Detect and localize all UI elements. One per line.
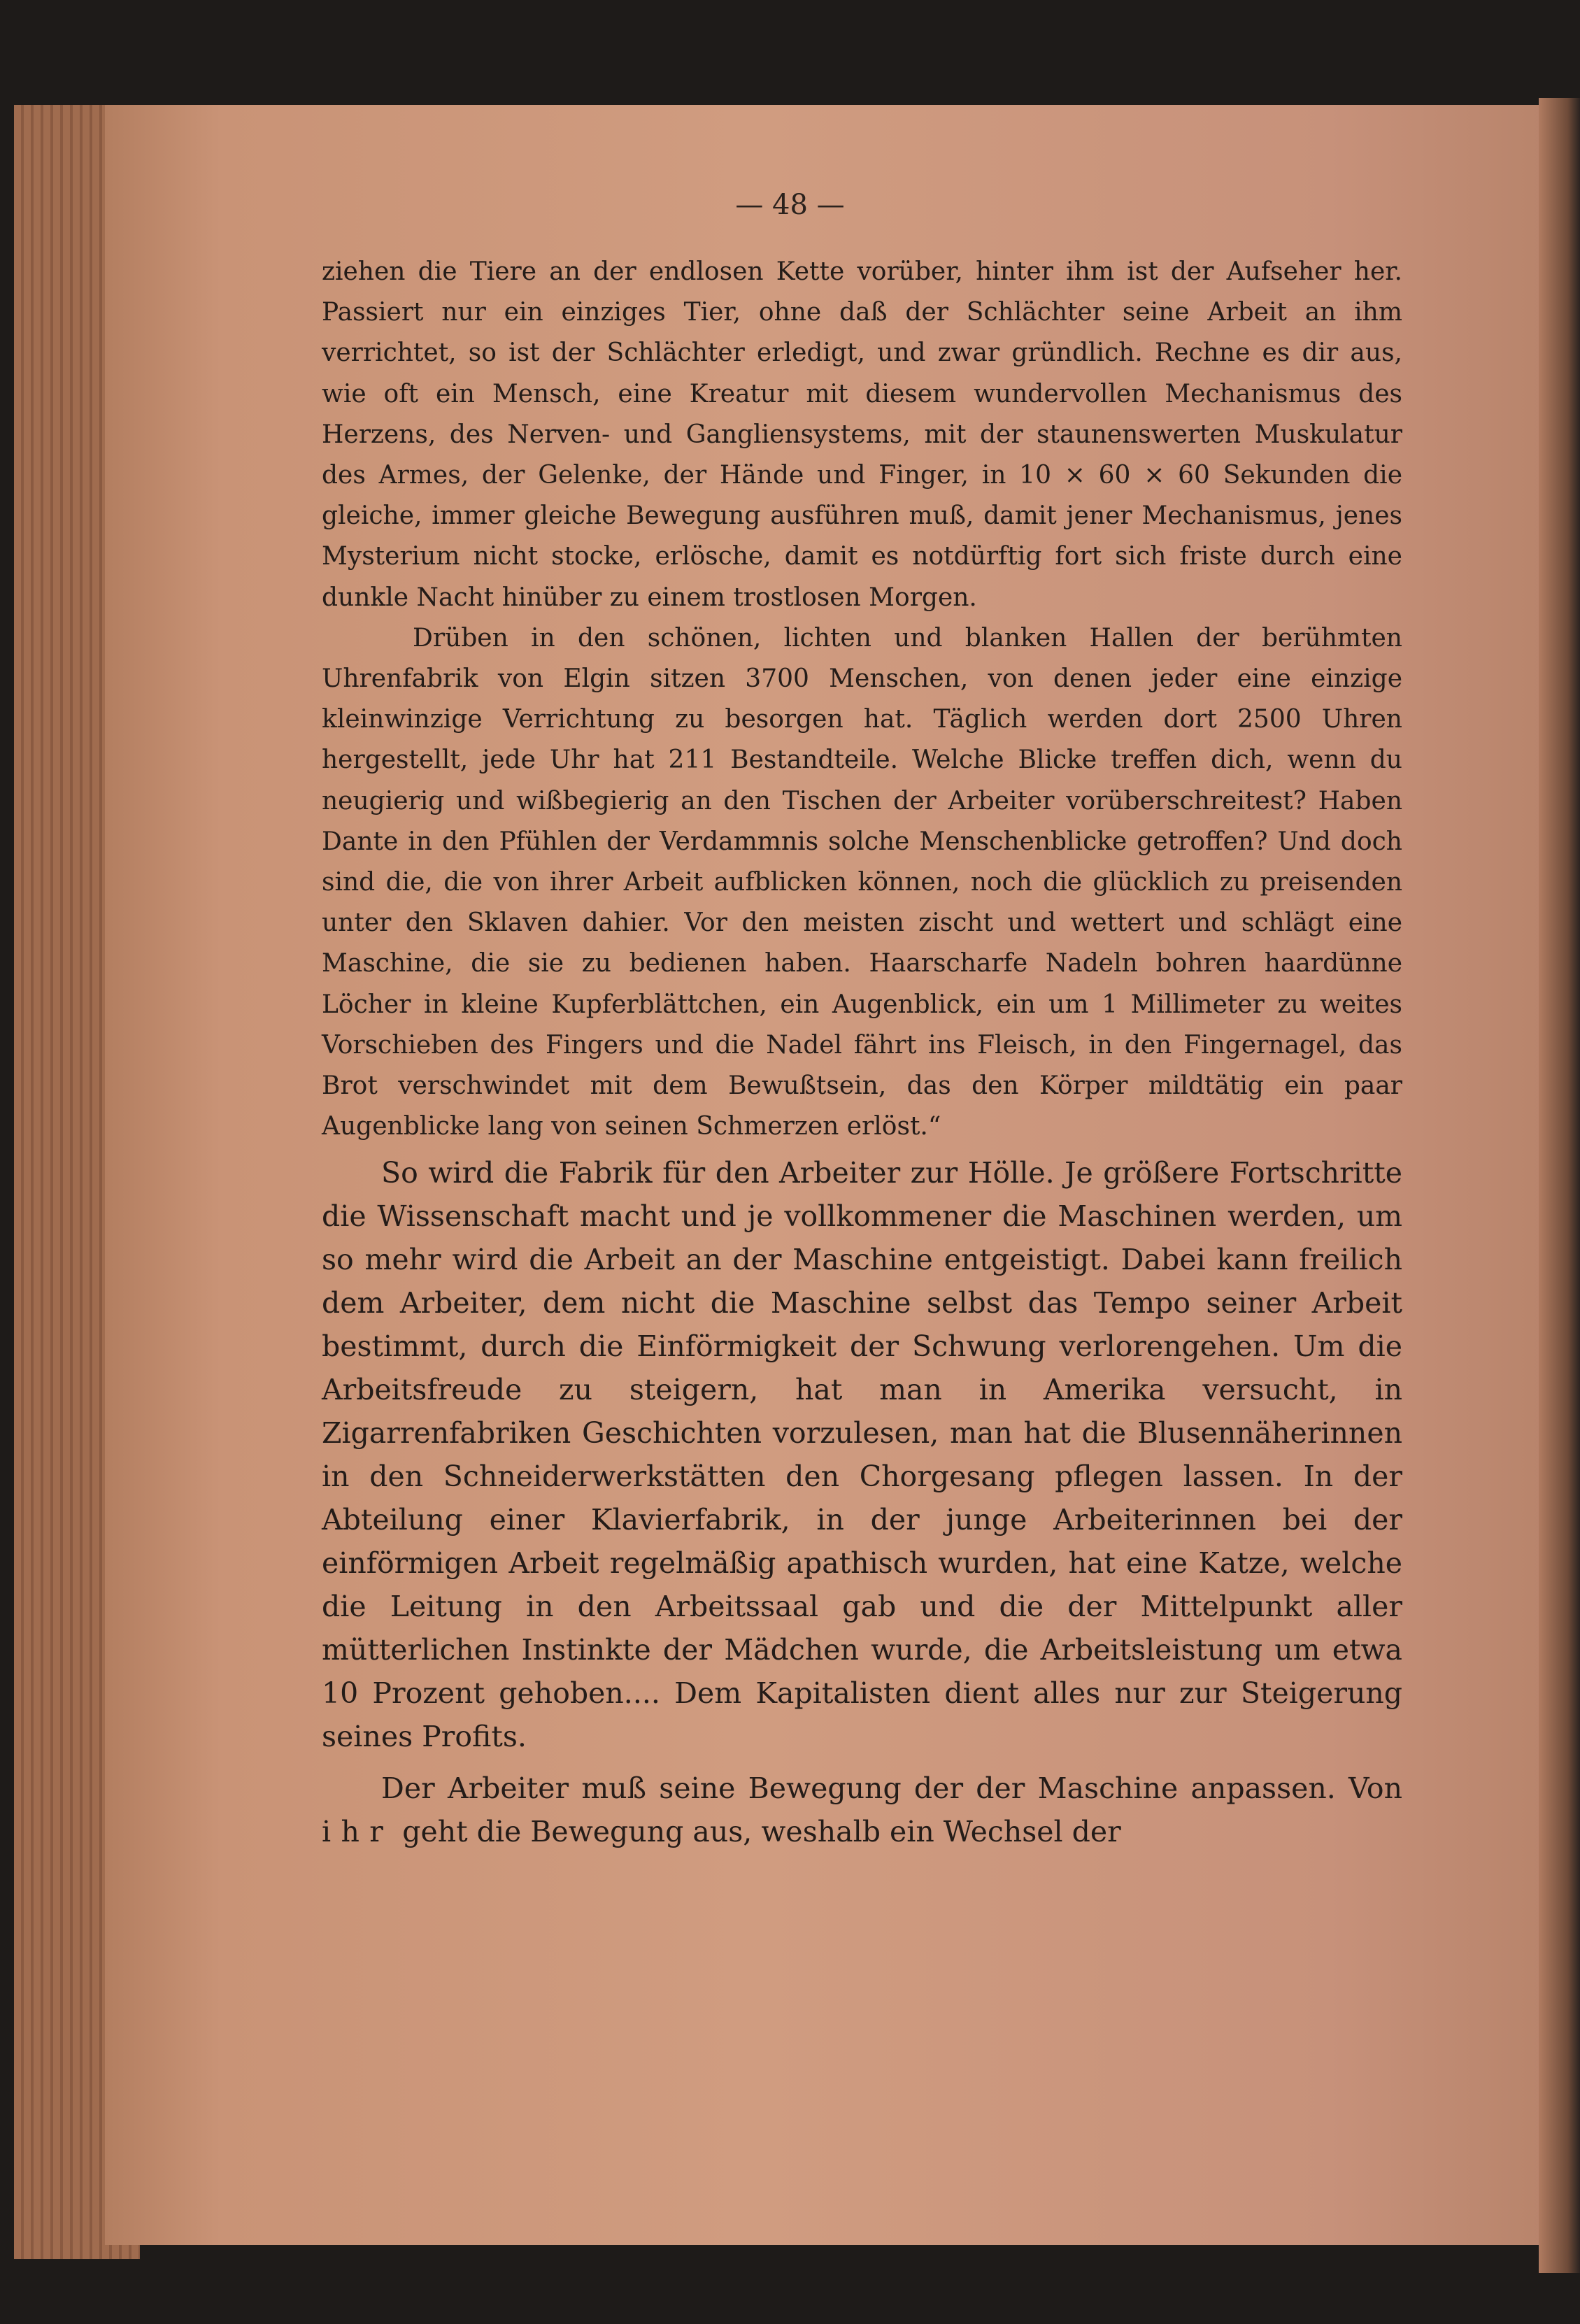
quote-paragraph-1: ziehen die Tiere an der endlosen Kette vorüber, hinter ihm ist der Aufseher her. Passiert nur ein einziges Tier, ohne daß der Schlächter seine Arbeit an ihm verrichtet, so ist der Schlächter erledigt, und zwar gründlich. Rechne es dir aus, wie oft ein Mensch, eine Kreatur mit diesem wundervollen Mechanismus des Herzens, des Nerven- und Gangliensystems, mit der staunenswerten Muskulatur des Armes, der Gelenke, der Hände und Finger, in 10 × 60 × 60 Sekunden die gleiche, immer gleiche Bewegung ausführen muß, damit jener Mechanismus, jenes Mysterium nicht stocke, erlösche, damit es notdürftig fort sich friste durch eine dunkle Nacht hinüber zu einem trostlosen Morgen. — [322, 257, 1402, 612]
emphasis-ihr: ihr — [322, 1815, 394, 1849]
right-page-edge — [1539, 98, 1580, 2273]
body-paragraph-2-end: geht die Bewegung aus, weshalb ein Wechsel der — [402, 1815, 1121, 1849]
body-paragraph-2-start: Der Arbeiter muß seine Bewegung der der Maschine anpassen. Von — [381, 1771, 1402, 1806]
body-paragraph-1: So wird die Fabrik für den Arbeiter zur Hölle. Je größere Fortschritte die Wissenschaft macht und je vollkommener die Maschinen werden, um so mehr wird die Arbeit an der Maschine entgeistigt. Dabei kann freilich dem Arbeiter, dem nicht die Maschine selbst das Tempo seiner Arbeit bestimmt, durch die Einförmigkeit der Schwung verlorengehen. Um die Arbeitsfreude zu steigern, hat man in Amerika versucht, in Zigarrenfabriken Geschichten vorzulesen, man hat die Blusennäherinnen in den Schneiderwerkstätten den Chorgesang pflegen lassen. In der Abteilung einer Klavierfabrik, in der junge Arbeiterinnen bei der einförmigen Arbeit regelmäßig apathisch wurden, hat eine Katze, welche die Leitung in den Arbeitssaal gab und die der Mittelpunkt aller mütterlichen Instinkte der Mädchen wurde, die Arbeitsleistung um etwa 10 Prozent gehoben.... Dem Kapitalisten dient alles nur zur Steigerung seines Profits. — [322, 1156, 1402, 1754]
text-block — [322, 252, 1402, 1853]
quote-paragraph-2: Drüben in den schönen, lichten und blanken Hallen der berühmten Uhrenfabrik von Elgin sitzen 3700 Menschen, von denen jeder eine einzige kleinwinzige Verrichtung zu besorgen hat. Täglich werden dort 2500 Uhren hergestellt, jede Uhr hat 211 Bestandteile. Welche Blicke treffen dich, wenn du neugierig und wißbegierig an den Tischen der Arbeiter vorüberschreitest? Haben Dante in den Pfühlen der Verdammnis solche Menschenblicke getroffen? Und doch sind die, die von ihrer Arbeit aufblicken können, noch die glücklich zu preisenden unter den Sklaven dahier. Vor den meisten zischt und wettert und schlägt eine Maschine, die sie zu bedienen haben. Haarscharfe Nadeln bohren haardünne Löcher in kleine Kupferblättchen, ein Augenblick, ein um 1 Millimeter zu weites Vorschieben des Fingers und die Nadel fährt ins Fleisch, in den Fingernagel, das Brot verschwindet mit dem Bewußtsein, das den Körper mildtätig ein paar Augenblicke lang von seinen Schmerzen erlöst.“ — [322, 623, 1402, 1141]
page-number: — 48 — — [735, 189, 845, 221]
body-paragraph-2 — [322, 1767, 1402, 1853]
